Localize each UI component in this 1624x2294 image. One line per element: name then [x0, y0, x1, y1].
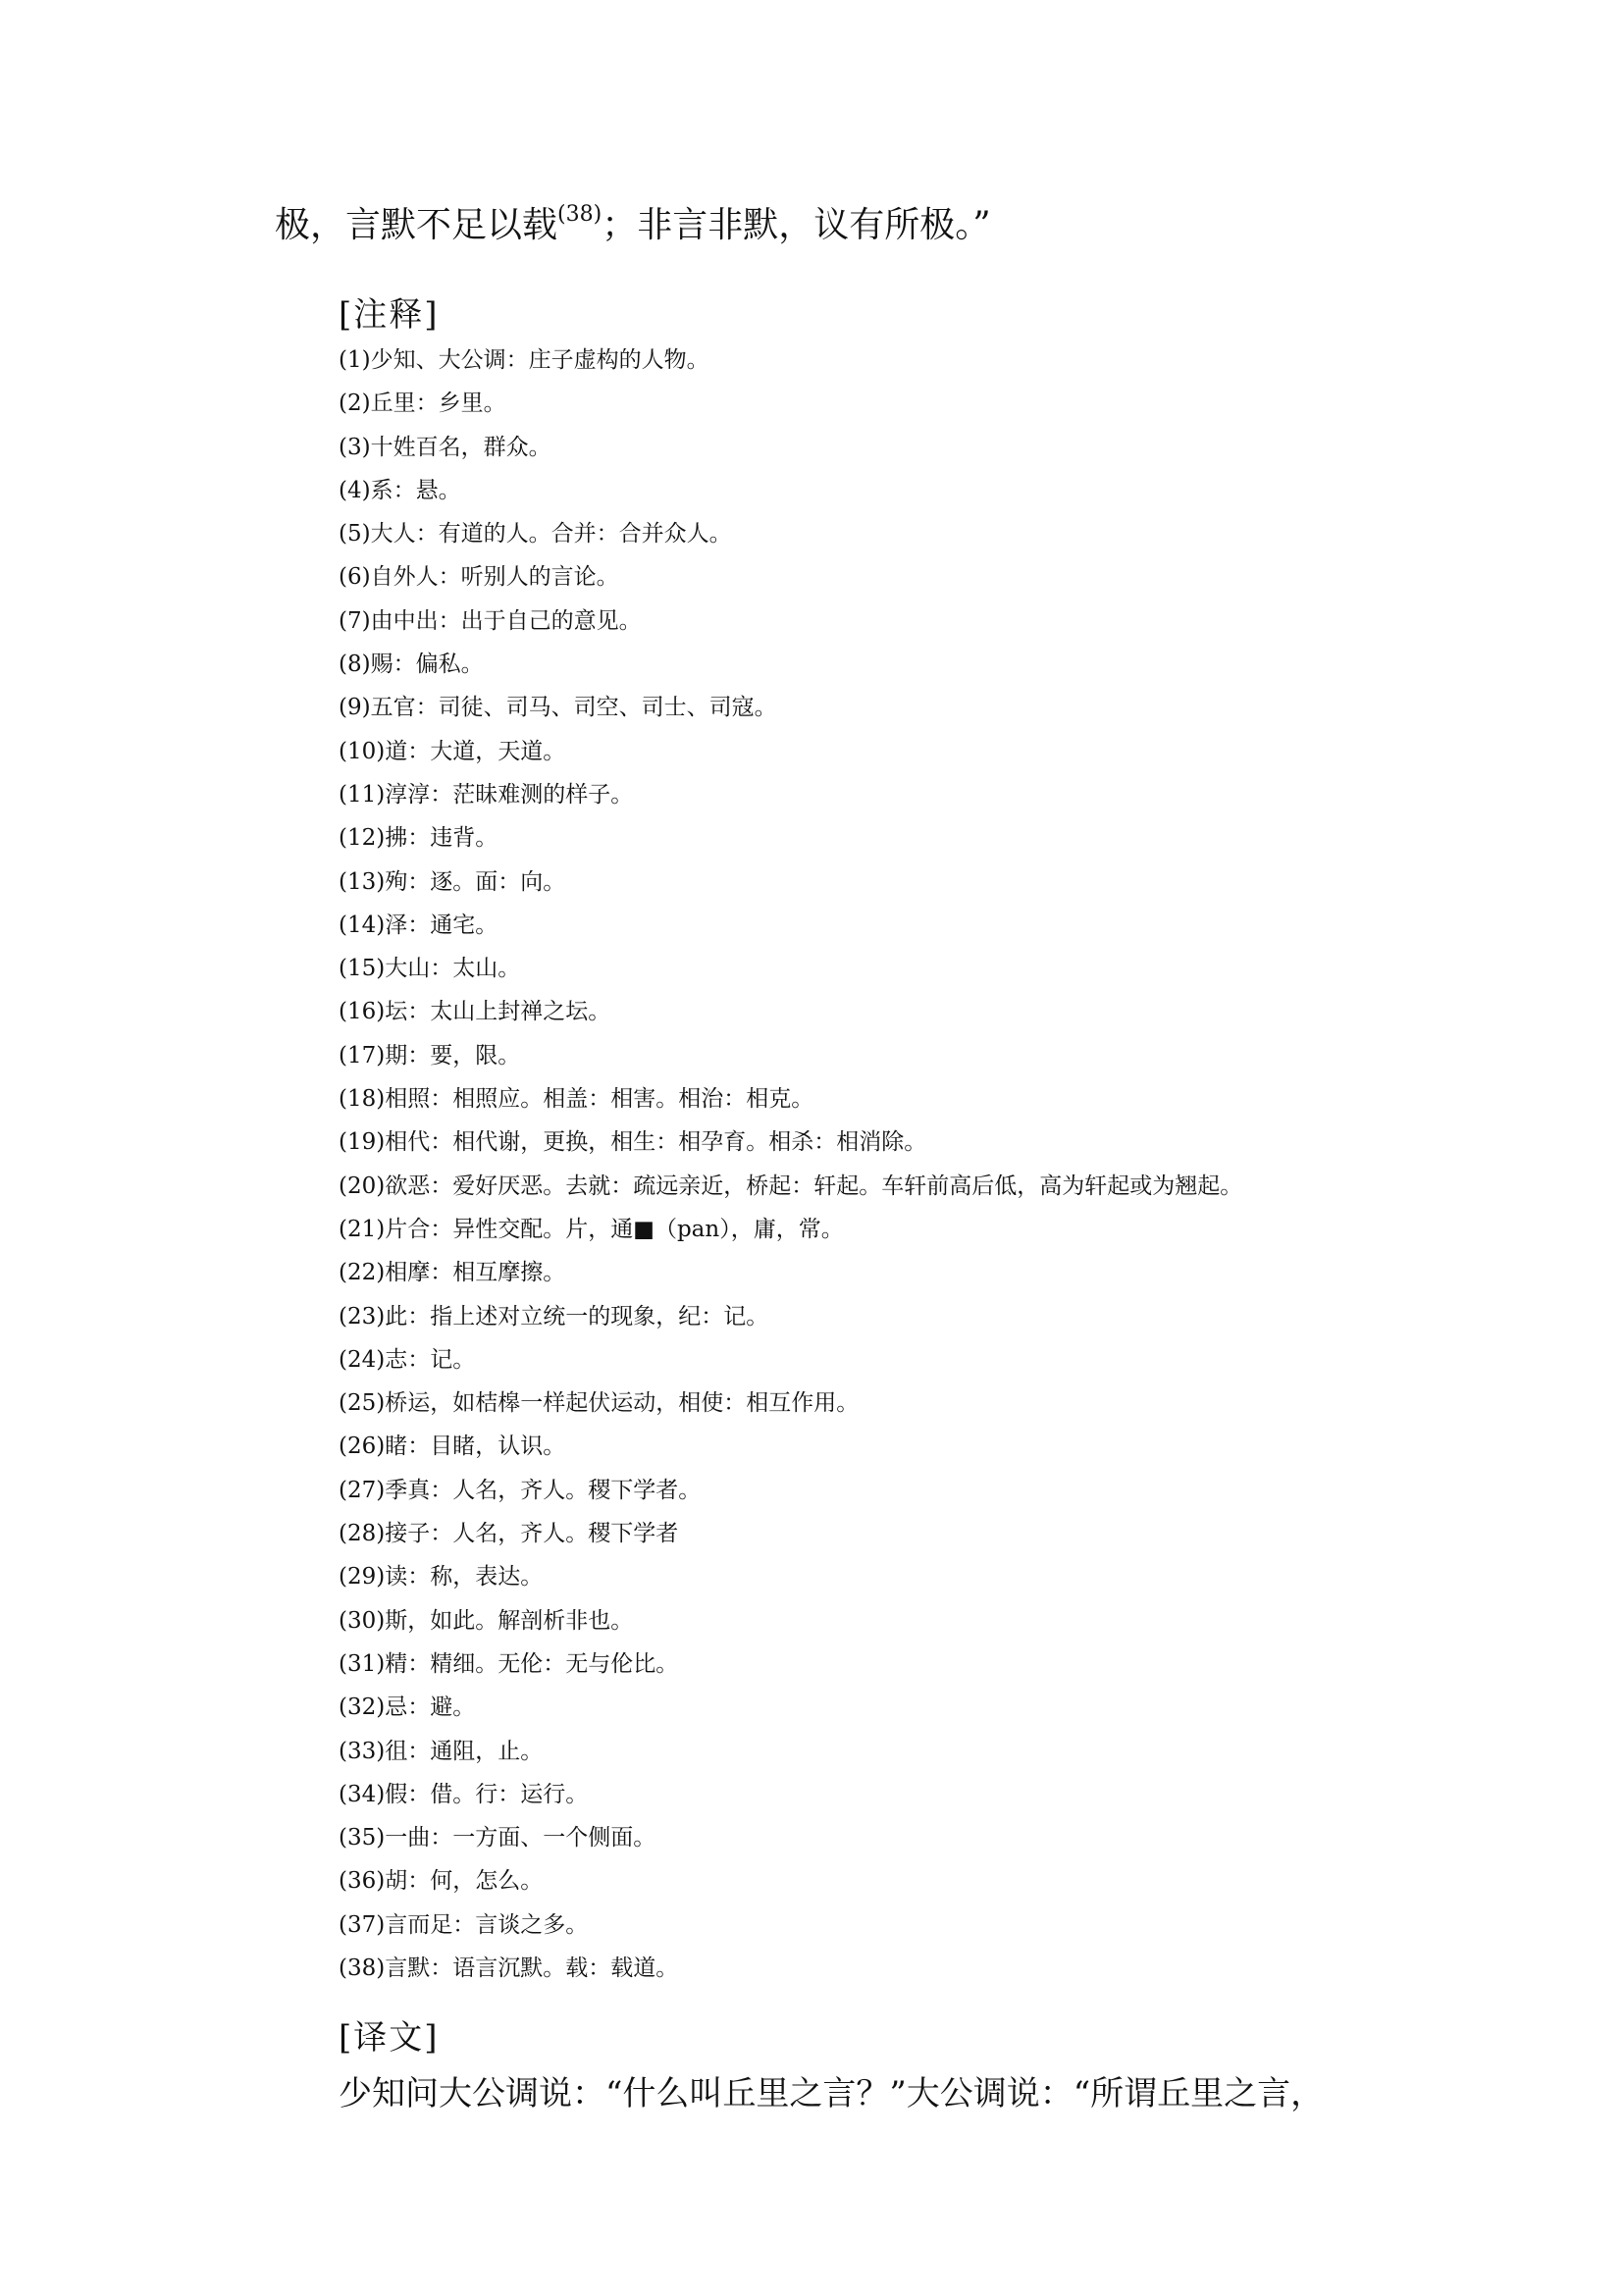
note-item: (22)相摩：相互摩擦。 [339, 1260, 566, 1286]
note-item: (11)淳淳：茫昧难测的样子。 [339, 781, 634, 808]
notes-list [339, 339, 1242, 1990]
note-item: (38)言默：语言沉默。载：载道。 [339, 1955, 679, 1981]
opening-text-end: ；非言非默，议有所极。” [602, 205, 991, 245]
translation-heading: [译文] [339, 2018, 440, 2058]
opening-line [275, 196, 991, 255]
note-item: (36)胡：何，怎么。 [339, 1868, 544, 1895]
note-item: (13)殉：逐。面：向。 [339, 868, 566, 895]
note-item: (23)此：指上述对立统一的现象，纪：记。 [339, 1303, 769, 1329]
note-item: (1)少知、大公调：庄子虚构的人物。 [339, 347, 709, 373]
note-item: (21)片合：异性交配。片，通■（pan），庸，常。 [339, 1216, 844, 1242]
note-item: (8)赐：偏私。 [339, 652, 484, 678]
note-item: (32)忌：避。 [339, 1694, 476, 1721]
note-item: (7)由中出：出于自己的意见。 [339, 607, 642, 634]
note-item: (19)相代：相代谢，更换，相生：相孕育。相杀：相消除。 [339, 1129, 927, 1156]
note-item: (31)精：精细。无伦：无与伦比。 [339, 1650, 679, 1677]
note-item: (26)睹：目睹，认识。 [339, 1434, 566, 1460]
note-item: (4)系：悬。 [339, 477, 461, 503]
note-item: (5)大人：有道的人。合并：合并众人。 [339, 521, 732, 547]
note-item: (30)斯，如此。解剖析非也。 [339, 1607, 634, 1634]
note-item: (17)期：要，限。 [339, 1042, 521, 1069]
note-item: (24)志：记。 [339, 1346, 476, 1373]
opening-text: 极，言默不足以载 [275, 205, 558, 245]
note-item: (35)一曲：一方面、一个侧面。 [339, 1825, 656, 1851]
note-item: (34)假：借。行：运行。 [339, 1781, 589, 1807]
note-item: (27)季真：人名，齐人。稷下学者。 [339, 1477, 702, 1503]
note-item: (15)大山：太山。 [339, 956, 521, 982]
note-item: (18)相照：相照应。相盖：相害。相治：相克。 [339, 1086, 814, 1113]
note-item: (29)读：称，表达。 [339, 1564, 544, 1590]
note-item: (3)十姓百名，群众。 [339, 434, 551, 460]
footnote-ref-38: (38) [557, 202, 602, 227]
note-item: (14)泽：通宅。 [339, 912, 498, 938]
note-item: (37)言而足：言谈之多。 [339, 1911, 589, 1938]
note-item: (10)道：大道，天道。 [339, 738, 566, 764]
note-item: (12)拂：违背。 [339, 825, 498, 852]
translation-paragraph: 少知问大公调说：“什么叫丘里之言？”大公调说：“所谓丘里之言， [339, 2074, 1325, 2113]
notes-heading: [注释] [339, 295, 440, 335]
note-item: (20)欲恶：爱好厌恶。去就：疏远亲近，桥起：轩起。车轩前高后低，高为轩起或为翘起。 [339, 1173, 1243, 1199]
note-item: (6)自外人：听别人的言论。 [339, 564, 619, 591]
note-item: (28)接子：人名，齐人。稷下学者 [339, 1521, 679, 1547]
note-item: (25)桥运，如桔槔一样起伏运动，相使：相互作用。 [339, 1390, 860, 1417]
note-item: (16)坛：太山上封禅之坛。 [339, 999, 611, 1025]
note-item: (2)丘里：乡里。 [339, 391, 506, 417]
note-item: (33)徂：通阻，止。 [339, 1738, 544, 1764]
note-item: (9)五官：司徒、司马、司空、司士、司寇。 [339, 695, 777, 721]
